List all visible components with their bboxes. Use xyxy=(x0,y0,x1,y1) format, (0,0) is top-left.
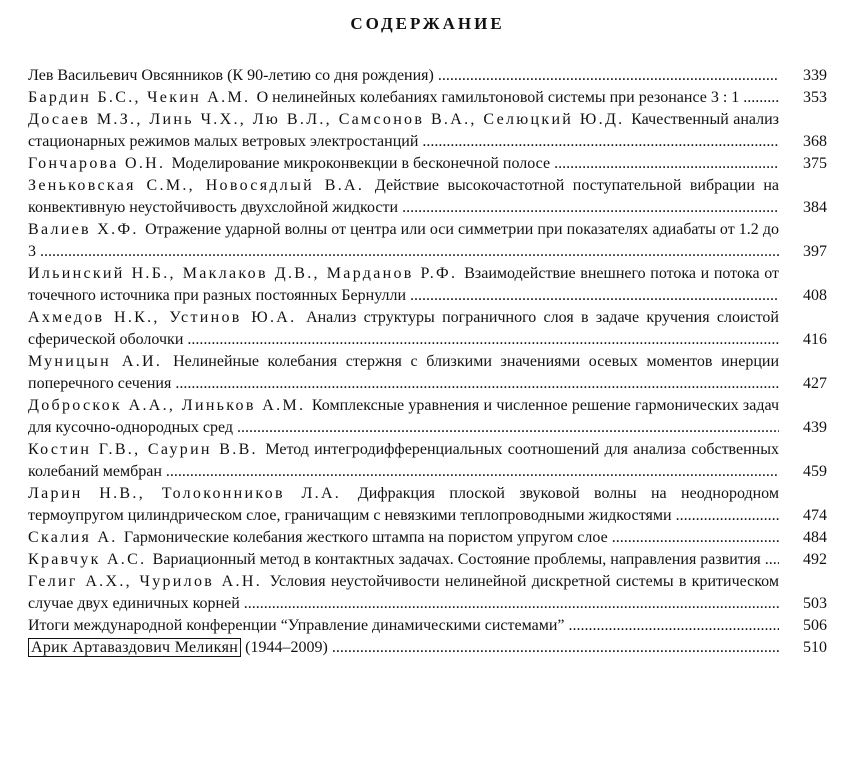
toc-entry-title: Действие высокочастотной поступательной вибрации на конвективную неустойчивость двухслойной жидкости xyxy=(28,177,779,216)
toc-entry-body xyxy=(28,153,779,175)
toc-entry xyxy=(28,527,827,549)
toc-entry-body xyxy=(28,395,779,439)
toc-entry-text xyxy=(28,221,779,260)
memorial-name-box: Арик Артаваздович Меликян xyxy=(28,638,241,657)
toc-entry-text xyxy=(28,111,779,150)
toc-entry-title: Взаимодействие внешнего потока и потока от точечного источника при разных постоянных Бернулли xyxy=(28,265,779,304)
toc-entry-authors: Валиев Х.Ф. xyxy=(28,221,146,238)
toc-entry-body xyxy=(28,351,779,395)
toc-entry xyxy=(28,65,827,87)
toc-entry-authors: Муницын А.И. xyxy=(28,353,174,370)
toc-entry-text xyxy=(28,573,779,612)
toc-entry xyxy=(28,571,827,615)
toc-entry-text xyxy=(28,309,779,348)
toc-entry-body xyxy=(28,263,779,307)
toc-entry-page-number: 368 xyxy=(803,133,827,150)
toc-entry-page-number: 510 xyxy=(803,639,827,656)
toc-entry-title: Анализ структуры пограничного слоя в задаче кручения слоистой сферической оболочки xyxy=(28,309,779,348)
toc-entry xyxy=(28,263,827,307)
toc-entry xyxy=(28,615,827,637)
toc-entry-text xyxy=(28,638,328,657)
toc-list xyxy=(28,65,827,659)
toc-entry-title: О нелинейных колебаниях гамильтоновой системы при резонансе 3 : 1 xyxy=(256,89,740,106)
toc-entry-title: Вариационный метод в контактных задачах. Состояние проблемы, направления развития xyxy=(152,551,761,568)
memorial-years: (1944–2009) xyxy=(245,639,328,656)
toc-entry-page-number: 427 xyxy=(803,375,827,392)
toc-entry-text xyxy=(28,529,608,546)
toc-entry-authors: Бардин Б.С., Чекин А.М. xyxy=(28,89,257,106)
toc-entry-page-number: 459 xyxy=(803,463,827,480)
toc-entry-page-number: 384 xyxy=(803,199,827,216)
toc-entry-authors: Ахмедов Н.К., Устинов Ю.А. xyxy=(28,309,307,326)
toc-entry-body xyxy=(28,549,779,571)
toc-entry-title: Отражение ударной волны от центра или оси симметрии при показателях адиабаты от 1.2 до 3 xyxy=(28,221,779,260)
toc-entry-memorial xyxy=(28,637,827,659)
toc-entry xyxy=(28,175,827,219)
toc-entry-page-number: 503 xyxy=(803,595,827,612)
toc-entry-page-number: 492 xyxy=(803,551,827,568)
toc-entry-body xyxy=(28,571,779,615)
toc-entry xyxy=(28,549,827,571)
toc-entry-title: Итоги международной конференции “Управление динамическими системами” xyxy=(28,617,565,634)
toc-entry-title: Метод интегродифференциальных соотношений для анализа собственных колебаний мембран xyxy=(28,441,779,480)
toc-entry-text xyxy=(28,89,739,106)
toc-entry xyxy=(28,351,827,395)
toc-entry-page-number: 353 xyxy=(803,89,827,106)
toc-entry-text xyxy=(28,155,550,172)
toc-entry-text xyxy=(28,67,434,84)
toc-entry-body xyxy=(28,307,779,351)
toc-entry-title: Условия неустойчивости нелинейной дискретной системы в критическом случае двух единичных корней xyxy=(28,573,779,612)
toc-entry xyxy=(28,307,827,351)
toc-entry-page-number: 397 xyxy=(803,243,827,260)
toc-entry-text xyxy=(28,551,761,568)
toc-entry xyxy=(28,87,827,109)
toc-entry-authors: Кравчук А.С. xyxy=(28,551,153,568)
toc-title: СОДЕРЖАНИЕ xyxy=(350,14,505,33)
toc-entry-title: Качественный анализ стационарных режимов малых ветровых электростанций xyxy=(28,111,779,150)
toc-entry-title: Лев Васильевич Овсянников (К 90-летию со дня рождения) xyxy=(28,67,434,84)
toc-entry-page-number: 439 xyxy=(803,419,827,436)
toc-entry-authors: Доброскок А.А., Линьков А.М. xyxy=(28,397,312,414)
toc-entry-text xyxy=(28,265,779,304)
toc-entry-body xyxy=(28,637,779,659)
toc-entry-body xyxy=(28,87,779,109)
toc-entry-title: Нелинейные колебания стержня с близкими значениями осевых моментов инерции поперечного сечения xyxy=(28,353,779,392)
toc-entry-authors: Ильинский Н.Б., Маклаков Д.В., Марданов Р.Ф. xyxy=(28,265,465,282)
toc-entry xyxy=(28,483,827,527)
toc-entry-page-number: 339 xyxy=(803,67,827,84)
toc-entry-text xyxy=(28,177,779,216)
toc-entry-body xyxy=(28,527,779,549)
toc-entry-page-number: 375 xyxy=(803,155,827,172)
toc-entry-title: Моделирование микроконвекции в бесконечной полосе xyxy=(171,155,551,172)
toc-entry-authors: Костин Г.В., Саурин В.В. xyxy=(28,441,266,458)
toc-entry-body xyxy=(28,483,779,527)
toc-entry-page-number: 416 xyxy=(803,331,827,348)
toc-entry-authors: Ларин Н.В., Толоконников Л.А. xyxy=(28,485,358,502)
toc-entry-page-number: 474 xyxy=(803,507,827,524)
toc-entry-body xyxy=(28,65,779,87)
toc-entry-body xyxy=(28,219,779,263)
toc-entry-body xyxy=(28,615,779,637)
toc-entry-text xyxy=(28,441,779,480)
toc-entry xyxy=(28,153,827,175)
toc-entry-page-number: 408 xyxy=(803,287,827,304)
toc-entry-page-number: 484 xyxy=(803,529,827,546)
toc-entry xyxy=(28,439,827,483)
toc-entry xyxy=(28,219,827,263)
toc-entry-authors: Скалия А. xyxy=(28,529,124,546)
toc-entry-title: Дифракция плоской звуковой волны на неоднородном термоупругом цилиндрическом слое, граничащим с невязкими теплопроводными жидкостями xyxy=(28,485,779,524)
toc-entry-text xyxy=(28,617,565,634)
toc-entry-text xyxy=(28,485,779,524)
toc-entry-text xyxy=(28,397,779,436)
toc-entry-page-number: 506 xyxy=(803,617,827,634)
toc-entry-text xyxy=(28,353,779,392)
toc-entry xyxy=(28,395,827,439)
toc-entry-title: Гармонические колебания жесткого штампа на пористом упругом слое xyxy=(123,529,608,546)
toc-entry-body xyxy=(28,175,779,219)
toc-entry-authors: Зеньковская С.М., Новосядлый В.А. xyxy=(28,177,375,194)
toc-entry-authors: Досаев М.З., Линь Ч.Х., Лю В.Л., Самсонов В.А., Селюцкий Ю.Д. xyxy=(28,111,632,128)
toc-entry xyxy=(28,109,827,153)
toc-entry-body xyxy=(28,439,779,483)
toc-entry-authors: Гончарова О.Н. xyxy=(28,155,172,172)
toc-entry-body xyxy=(28,109,779,153)
toc-entry-authors: Гелиг А.Х., Чурилов А.Н. xyxy=(28,573,270,590)
toc-entry-title: Комплексные уравнения и численное решение гармонических задач для кусочно-однородных сред xyxy=(28,397,779,436)
